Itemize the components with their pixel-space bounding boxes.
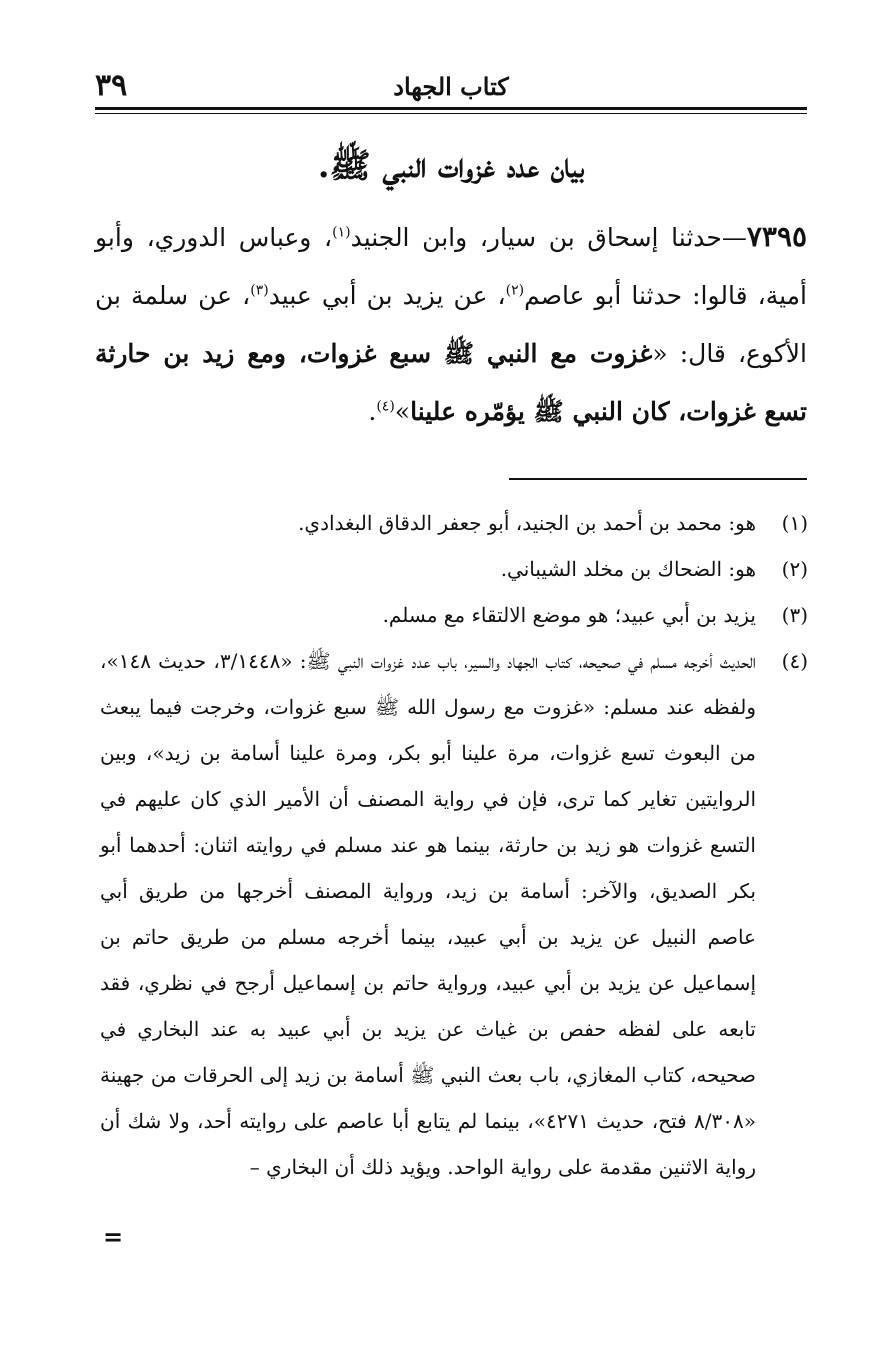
footnote-text: هو: محمد بن أحمد بن الجنيد، أبو جعفر الدقاق البغدادي. bbox=[298, 511, 756, 535]
footnote-ref-4: (٤) bbox=[376, 398, 395, 415]
footnote-ref-2: (٢) bbox=[505, 282, 525, 299]
footnote-item bbox=[100, 638, 808, 1190]
running-title: كتاب الجهاد bbox=[393, 72, 509, 101]
footnote-item bbox=[100, 500, 808, 546]
footnote-item bbox=[100, 592, 808, 638]
footnote-text: هو: الضحاك بن مخلد الشيباني. bbox=[500, 557, 756, 581]
hadith-chain-part-5: » bbox=[394, 397, 411, 426]
hadith-text bbox=[95, 208, 807, 441]
footnote-marker: (٤) bbox=[781, 649, 808, 673]
footnote-marker: (٢) bbox=[781, 557, 808, 581]
footnote-marker: (١) bbox=[781, 511, 808, 535]
hadith-quote: غزوت مع النبي ﷺ سبع غزوات، ومع زيد بن حارثة تسع غزوات، كان النبي ﷺ يؤمّره علينا bbox=[95, 339, 807, 426]
hadith-end: . bbox=[368, 397, 377, 426]
footnote-ref-3: (٣) bbox=[250, 282, 269, 299]
footnote-text: الحديث أخرجه مسلم في صحيحه، كتاب الجهاد والسير، باب عدد غزوات النبي ﷺ: «٣/١٤٤٨، حديث ١٤٨»، ولفظه عند مسلم: «غزوت مع رسول الله ﷺ سبع غزوات، وخرجت فيما يبعث من البعوث تسع غزوات، مرة علينا أبو بكر، ومرة علينا أسامة بن زيد»، وبين الروايتين تغاير كما ترى، فإن في رواية المصنف أن الأمير الذي كان عليهم في التسع غزوات هو زيد بن حارثة، بينما هو عند مسلم في روايته اثنان: أحدهما أبو بكر الصديق، والآخر: أسامة بن زيد، ورواية المصنف أخرجها من طريق أبي عاصم النبيل عن يزيد بن أبي عبيد، بينما أخرجه مسلم من طريق حاتم بن إسماعيل عن يزيد بن أبي عبيد، ورواية حاتم بن إسماعيل أرجح في نظري، فقد تابعه على لفظه حفص بن غياث عن يزيد بن أبي عبيد به عند البخاري في صحيحه، كتاب المغازي، باب بعث النبي ﷺ أسامة بن زيد إلى الحرقات من جهينة «٨/٣٠٨ فتح، حديث ٤٢٧١»، بينما لم يتابع أبا عاصم على روايته أحد، ولا شك أن رواية الاثنين مقدمة على رواية الواحد. ويؤيد ذلك أن البخاري – bbox=[100, 649, 756, 1179]
section-title: بيان عدد غزوات النبي ﷺ. bbox=[317, 146, 585, 186]
page-header bbox=[95, 68, 807, 104]
footnote-separator bbox=[509, 478, 807, 480]
hadith-chain-part-1: —حدثنا إسحاق بن سيار، وابن الجنيد bbox=[350, 223, 747, 252]
footnote-text: يزيد بن أبي عبيد؛ هو موضع الالتقاء مع مسلم. bbox=[382, 603, 756, 627]
hadith-chain-part-3: ، عن يزيد بن أبي عبيد bbox=[268, 281, 506, 310]
footnote-ref-1: (١) bbox=[332, 224, 351, 241]
footnotes bbox=[100, 500, 808, 1190]
page-number: ٣٩ bbox=[95, 68, 128, 103]
footnote-item bbox=[100, 546, 808, 592]
hadith-number: ٧٣٩٥ bbox=[746, 220, 808, 253]
header-rule-thin bbox=[95, 113, 807, 114]
continuation-mark: = bbox=[103, 1222, 124, 1251]
header-rule bbox=[95, 107, 807, 110]
footnote-marker: (٣) bbox=[781, 603, 808, 627]
hadith-chain-part-4: ، عن سلمة بن الأكوع، قال: « bbox=[95, 281, 807, 368]
hadith-chain-part-2: ، وعباس الدوري، وأبو أمية، قالوا: حدثنا أبو عاصم bbox=[95, 223, 807, 310]
